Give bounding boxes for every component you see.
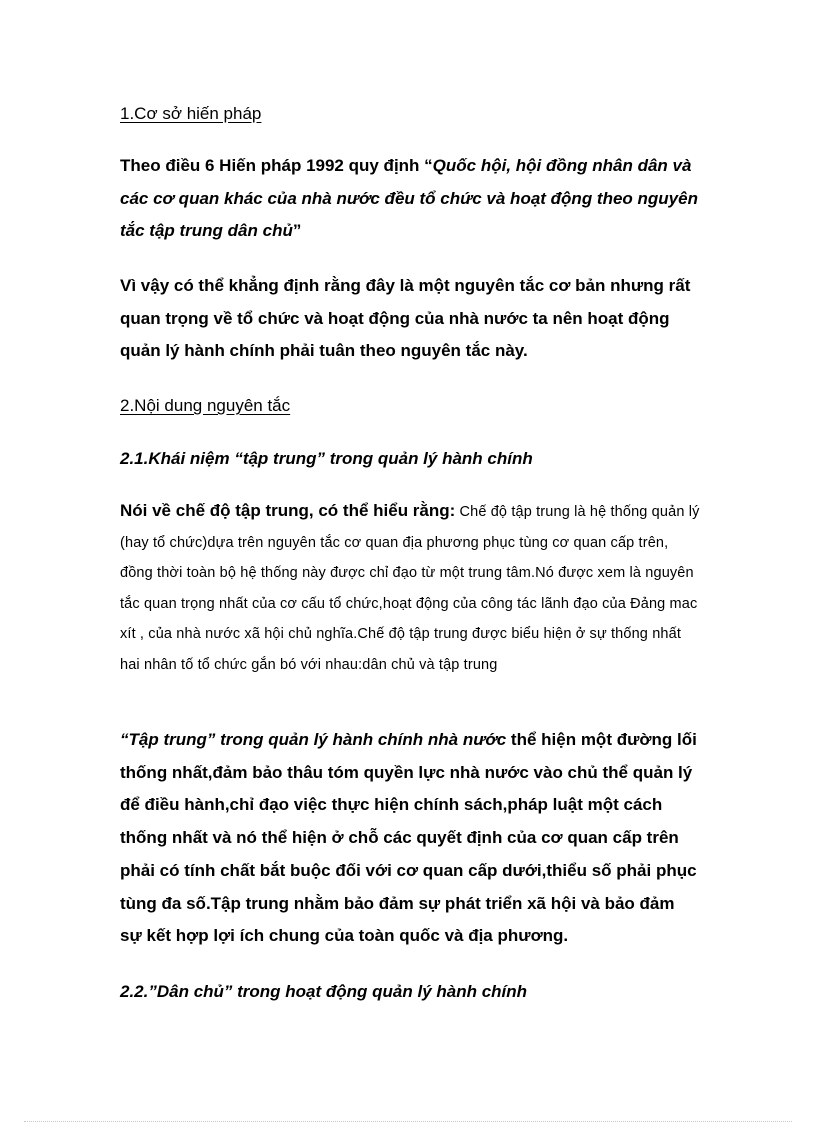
subsection-2-1-paragraph-2 [120,724,700,953]
subsection-2-1-paragraph-1 [120,496,700,681]
constitution-quote: Quốc hội, hội đồng nhân dân và các cơ quan khác của nhà nước đều tổ chức và hoạt động theo nguyên tắc tập trung dân chủ [120,156,698,240]
section-1-paragraph-2: Vì vậy có thể khẳng định rằng đây là một nguyên tắc cơ bản nhưng rất quan trọng về tổ chức và hoạt động của nhà nước ta nên hoạt động quản lý hành chính phải tuân theo nguyên tắc này. [120,276,691,360]
section-2-heading: 2.Nội dung nguyên tắc [120,396,291,415]
section-1-heading: 1.Cơ sở hiến pháp [120,104,262,123]
paragraph-prefix: Theo điều 6 Hiến pháp 1992 quy định “ [120,156,433,175]
paragraph-suffix: ” [292,221,302,240]
section-1-paragraph-1 [120,150,700,248]
subsection-2-2-heading: 2.2.”Dân chủ” trong hoạt động quản lý hành chính [120,982,528,1001]
page-bottom-divider [24,1121,792,1122]
subsection-2-1-heading: 2.1.Khái niệm “tập trung” trong quản lý hành chính [120,449,533,468]
paragraph-body: thể hiện một đường lối thống nhất,đảm bảo thâu tóm quyền lực nhà nước vào chủ thể quản lý để điều hành,chỉ đạo việc thực hiện chính sách,pháp luật một cách thống nhất và nó thể hiện ở chỗ các quyết định của cơ quan cấp trên phải có tính chất bắt buộc đối với cơ quan cấp dưới,thiểu số phải phục tùng đa số.Tập trung nhằm bảo đảm sự phát triển xã hội và bảo đảm sự kết hợp lợi ích chung của toàn quốc và địa phương. [120,730,697,946]
paragraph-lead: Nói về chế độ tập trung, có thể hiểu rằng: [120,501,456,520]
paragraph-body: Chế độ tập trung là hệ thống quản lý (hay tổ chức)dựa trên nguyên tắc cơ quan địa phương phục tùng cơ quan cấp trên, đồng thời toàn bộ hệ thống này được chỉ đạo từ một trung tâm.Nó được xem là nguyên tắc quan trọng nhất của cơ cấu tổ chức,hoạt động của công tác lãnh đạo của Đảng mac xít , của nhà nước xã hội chủ nghĩa.Chế độ tập trung được biểu hiện ở sự thống nhất hai nhân tố tổ chức gắn bó với nhau:dân chủ và tập trung [120,504,700,673]
paragraph-lead: “Tập trung” trong quản lý hành chính nhà nước [120,730,507,749]
